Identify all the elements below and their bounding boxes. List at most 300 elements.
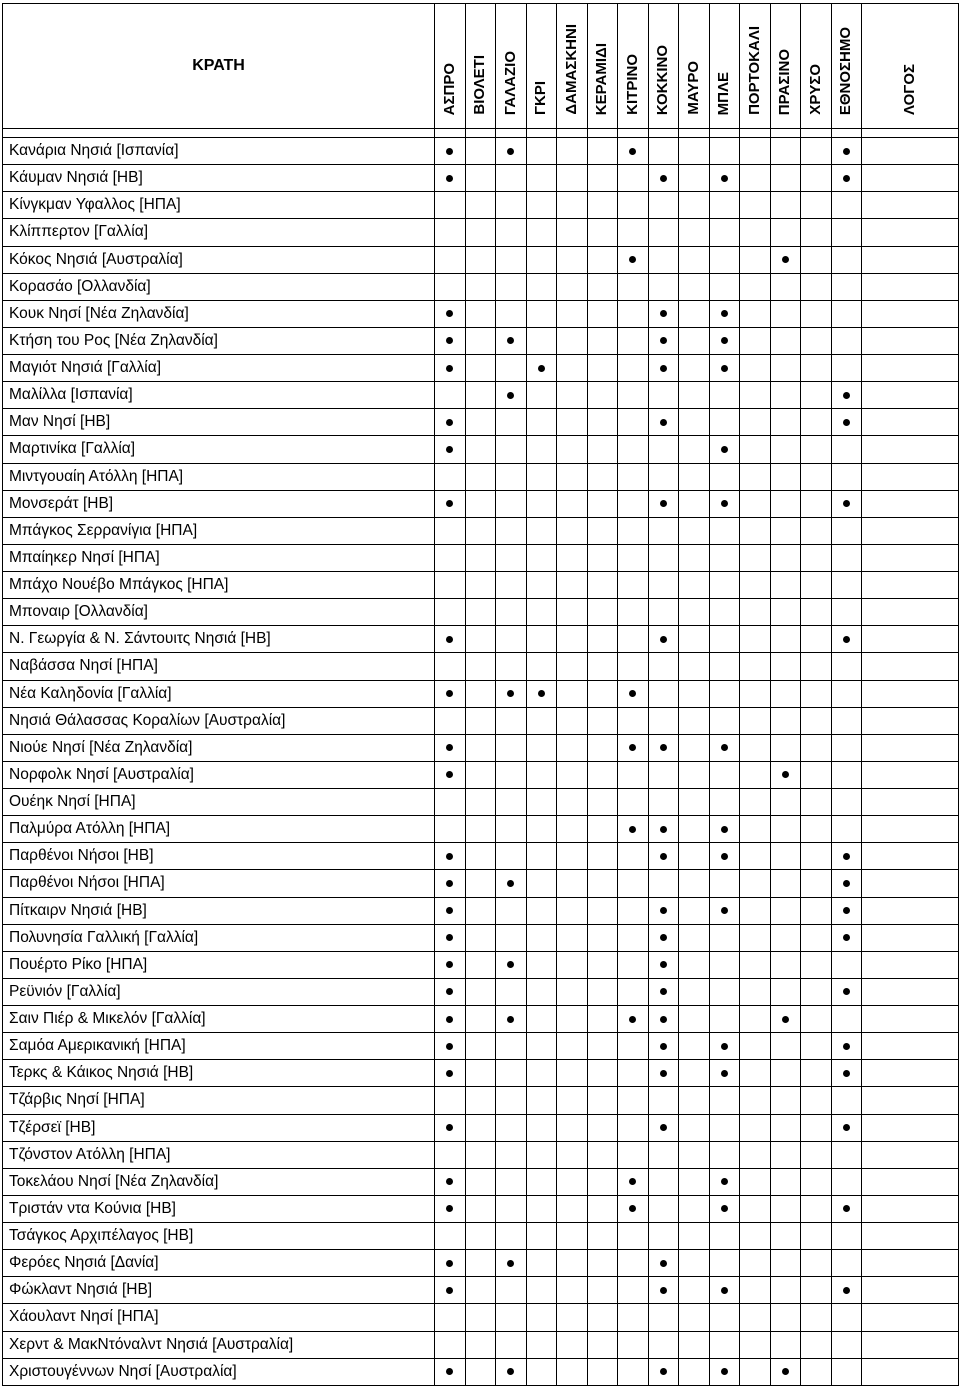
table-row bbox=[3, 1304, 959, 1331]
dot-marker-icon bbox=[446, 1260, 453, 1267]
mark-cell-light-blue bbox=[496, 1250, 527, 1277]
state-name: Παρθένοι Νήσοι [ΗΠΑ] bbox=[3, 870, 435, 897]
dot-marker-icon bbox=[843, 853, 850, 860]
mark-cell-brick bbox=[587, 978, 618, 1005]
table-row bbox=[3, 1087, 959, 1114]
dot-marker-icon bbox=[660, 853, 667, 860]
mark-cell-white bbox=[435, 1168, 466, 1195]
mark-cell-black bbox=[679, 1277, 710, 1304]
mark-cell-black bbox=[679, 1168, 710, 1195]
mark-cell-white bbox=[435, 816, 466, 843]
mark-cell-orange bbox=[740, 924, 771, 951]
mark-cell-orange bbox=[740, 463, 771, 490]
mark-cell-orange bbox=[740, 897, 771, 924]
state-name: Φερόες Νησιά [Δανία] bbox=[3, 1250, 435, 1277]
mark-cell-green bbox=[770, 192, 801, 219]
dot-marker-icon bbox=[660, 744, 667, 751]
mark-cell-light-blue bbox=[496, 355, 527, 382]
mark-cell-black bbox=[679, 572, 710, 599]
mark-cell-gold bbox=[801, 300, 832, 327]
mark-cell-light-blue bbox=[496, 463, 527, 490]
mark-cell-red bbox=[648, 897, 679, 924]
mark-cell-blue bbox=[709, 761, 740, 788]
mark-cell-plum bbox=[557, 734, 588, 761]
mark-cell-red bbox=[648, 978, 679, 1005]
mark-cell-gold bbox=[801, 897, 832, 924]
table-row bbox=[3, 300, 959, 327]
mark-cell-gold bbox=[801, 734, 832, 761]
mark-cell-brick bbox=[587, 382, 618, 409]
table-row bbox=[3, 870, 959, 897]
state-name: Παλμύρα Ατόλλη [ΗΠΑ] bbox=[3, 816, 435, 843]
mark-cell-violet bbox=[465, 870, 496, 897]
mark-cell-orange bbox=[740, 1304, 771, 1331]
dot-marker-icon bbox=[660, 1260, 667, 1267]
mark-cell-black bbox=[679, 355, 710, 382]
mark-cell-violet bbox=[465, 951, 496, 978]
mark-cell-light-blue bbox=[496, 1223, 527, 1250]
mark-cell-orange bbox=[740, 1033, 771, 1060]
mark-cell-black bbox=[679, 1304, 710, 1331]
dot-marker-icon bbox=[721, 907, 728, 914]
separator-cell bbox=[587, 129, 618, 138]
mark-cell-light-blue bbox=[496, 924, 527, 951]
mark-cell-orange bbox=[740, 327, 771, 354]
mark-cell-brick bbox=[587, 165, 618, 192]
dot-marker-icon bbox=[629, 826, 636, 833]
separator-cell bbox=[3, 129, 435, 138]
table-row bbox=[3, 978, 959, 1005]
mark-cell-light-blue bbox=[496, 1304, 527, 1331]
dot-marker-icon bbox=[660, 907, 667, 914]
mark-cell-black bbox=[679, 382, 710, 409]
mark-cell-gold bbox=[801, 761, 832, 788]
mark-cell-gold bbox=[801, 165, 832, 192]
state-name: Κίνγκμαν Υφαλλος [ΗΠΑ] bbox=[3, 192, 435, 219]
mark-cell-black bbox=[679, 599, 710, 626]
column-header-plum bbox=[557, 4, 588, 129]
mark-cell-grey bbox=[526, 300, 557, 327]
mark-cell-black bbox=[679, 246, 710, 273]
mark-cell-brick bbox=[587, 951, 618, 978]
mark-cell-gold bbox=[801, 572, 832, 599]
mark-cell-light-blue bbox=[496, 978, 527, 1005]
mark-cell-red bbox=[648, 1168, 679, 1195]
mark-cell-light-blue bbox=[496, 734, 527, 761]
mark-cell-emblem bbox=[831, 761, 862, 788]
mark-cell-red bbox=[648, 1304, 679, 1331]
mark-cell-green bbox=[770, 707, 801, 734]
mark-cell-plum bbox=[557, 1006, 588, 1033]
mark-cell-brick bbox=[587, 761, 618, 788]
mark-cell-orange bbox=[740, 219, 771, 246]
mark-cell-light-blue bbox=[496, 1331, 527, 1358]
mark-cell-black bbox=[679, 843, 710, 870]
mark-cell-orange bbox=[740, 1277, 771, 1304]
mark-cell-red bbox=[648, 572, 679, 599]
state-name: Τζόνστον Ατόλλη [ΗΠΑ] bbox=[3, 1141, 435, 1168]
mark-cell-violet bbox=[465, 897, 496, 924]
mark-cell-white bbox=[435, 870, 466, 897]
dot-marker-icon bbox=[446, 934, 453, 941]
mark-cell-white bbox=[435, 409, 466, 436]
mark-cell-violet bbox=[465, 599, 496, 626]
mark-cell-green bbox=[770, 409, 801, 436]
mark-cell-light-blue bbox=[496, 626, 527, 653]
mark-cell-orange bbox=[740, 761, 771, 788]
mark-cell-black bbox=[679, 1114, 710, 1141]
mark-cell-green bbox=[770, 1277, 801, 1304]
mark-cell-gold bbox=[801, 1033, 832, 1060]
mark-cell-plum bbox=[557, 1223, 588, 1250]
mark-cell-plum bbox=[557, 1141, 588, 1168]
mark-cell-violet bbox=[465, 355, 496, 382]
mark-cell-green bbox=[770, 1141, 801, 1168]
mark-cell-motto bbox=[862, 626, 959, 653]
mark-cell-emblem bbox=[831, 1195, 862, 1222]
mark-cell-plum bbox=[557, 653, 588, 680]
mark-cell-yellow bbox=[618, 246, 649, 273]
mark-cell-grey bbox=[526, 897, 557, 924]
dot-marker-icon bbox=[721, 853, 728, 860]
mark-cell-light-blue bbox=[496, 653, 527, 680]
mark-cell-orange bbox=[740, 1087, 771, 1114]
mark-cell-violet bbox=[465, 1060, 496, 1087]
mark-cell-white bbox=[435, 246, 466, 273]
mark-cell-blue bbox=[709, 1033, 740, 1060]
mark-cell-light-blue bbox=[496, 490, 527, 517]
dot-marker-icon bbox=[721, 1205, 728, 1212]
state-name: Νιούε Νησί [Νέα Ζηλανδία] bbox=[3, 734, 435, 761]
dot-marker-icon bbox=[660, 961, 667, 968]
mark-cell-gold bbox=[801, 1087, 832, 1114]
mark-cell-motto bbox=[862, 599, 959, 626]
dot-marker-icon bbox=[446, 771, 453, 778]
dot-marker-icon bbox=[660, 1287, 667, 1294]
mark-cell-gold bbox=[801, 626, 832, 653]
mark-cell-brick bbox=[587, 246, 618, 273]
mark-cell-black bbox=[679, 1250, 710, 1277]
mark-cell-violet bbox=[465, 1223, 496, 1250]
dot-marker-icon bbox=[446, 1287, 453, 1294]
mark-cell-motto bbox=[862, 165, 959, 192]
mark-cell-brick bbox=[587, 1195, 618, 1222]
mark-cell-red bbox=[648, 816, 679, 843]
mark-cell-black bbox=[679, 544, 710, 571]
mark-cell-grey bbox=[526, 870, 557, 897]
mark-cell-emblem bbox=[831, 1060, 862, 1087]
mark-cell-blue bbox=[709, 1087, 740, 1114]
mark-cell-violet bbox=[465, 734, 496, 761]
mark-cell-blue bbox=[709, 409, 740, 436]
mark-cell-yellow bbox=[618, 490, 649, 517]
mark-cell-grey bbox=[526, 409, 557, 436]
column-label: ΚΙΤΡΙΝΟ bbox=[623, 54, 641, 115]
mark-cell-red bbox=[648, 1331, 679, 1358]
mark-cell-blue bbox=[709, 192, 740, 219]
column-label: ΛΟΓΟΣ bbox=[901, 64, 918, 115]
mark-cell-green bbox=[770, 219, 801, 246]
mark-cell-brick bbox=[587, 1168, 618, 1195]
mark-cell-black bbox=[679, 1358, 710, 1385]
mark-cell-motto bbox=[862, 1358, 959, 1385]
mark-cell-green bbox=[770, 897, 801, 924]
mark-cell-red bbox=[648, 436, 679, 463]
mark-cell-white bbox=[435, 544, 466, 571]
mark-cell-yellow bbox=[618, 327, 649, 354]
mark-cell-orange bbox=[740, 300, 771, 327]
state-name: Μαγιότ Νησιά [Γαλλία] bbox=[3, 355, 435, 382]
table-row bbox=[3, 1060, 959, 1087]
column-header-orange bbox=[740, 4, 771, 129]
mark-cell-white bbox=[435, 1114, 466, 1141]
state-name: Κλίππερτον [Γαλλία] bbox=[3, 219, 435, 246]
mark-cell-plum bbox=[557, 192, 588, 219]
mark-cell-plum bbox=[557, 463, 588, 490]
mark-cell-gold bbox=[801, 843, 832, 870]
mark-cell-emblem bbox=[831, 1250, 862, 1277]
mark-cell-white bbox=[435, 1087, 466, 1114]
mark-cell-black bbox=[679, 653, 710, 680]
mark-cell-orange bbox=[740, 870, 771, 897]
mark-cell-gold bbox=[801, 544, 832, 571]
dot-marker-icon bbox=[446, 1205, 453, 1212]
mark-cell-grey bbox=[526, 572, 557, 599]
mark-cell-grey bbox=[526, 951, 557, 978]
mark-cell-yellow bbox=[618, 1250, 649, 1277]
mark-cell-emblem bbox=[831, 300, 862, 327]
mark-cell-red bbox=[648, 924, 679, 951]
mark-cell-blue bbox=[709, 1006, 740, 1033]
dot-marker-icon bbox=[507, 1368, 514, 1375]
mark-cell-grey bbox=[526, 1304, 557, 1331]
table-body bbox=[3, 129, 959, 1386]
column-header-yellow bbox=[618, 4, 649, 129]
mark-cell-emblem bbox=[831, 572, 862, 599]
mark-cell-emblem bbox=[831, 1006, 862, 1033]
dot-marker-icon bbox=[446, 961, 453, 968]
mark-cell-motto bbox=[862, 192, 959, 219]
dot-marker-icon bbox=[721, 1070, 728, 1077]
mark-cell-yellow bbox=[618, 1006, 649, 1033]
mark-cell-plum bbox=[557, 1304, 588, 1331]
mark-cell-green bbox=[770, 138, 801, 165]
mark-cell-black bbox=[679, 300, 710, 327]
mark-cell-yellow bbox=[618, 707, 649, 734]
mark-cell-plum bbox=[557, 978, 588, 1005]
mark-cell-brick bbox=[587, 1358, 618, 1385]
mark-cell-yellow bbox=[618, 1358, 649, 1385]
dot-marker-icon bbox=[660, 1124, 667, 1131]
mark-cell-violet bbox=[465, 1195, 496, 1222]
mark-cell-plum bbox=[557, 1087, 588, 1114]
mark-cell-violet bbox=[465, 517, 496, 544]
mark-cell-green bbox=[770, 599, 801, 626]
mark-cell-white bbox=[435, 761, 466, 788]
mark-cell-blue bbox=[709, 924, 740, 951]
mark-cell-gold bbox=[801, 1141, 832, 1168]
mark-cell-yellow bbox=[618, 1060, 649, 1087]
mark-cell-white bbox=[435, 680, 466, 707]
table-row bbox=[3, 789, 959, 816]
mark-cell-green bbox=[770, 626, 801, 653]
header-row bbox=[3, 4, 959, 129]
mark-cell-green bbox=[770, 382, 801, 409]
column-header-gold bbox=[801, 4, 832, 129]
table-row bbox=[3, 816, 959, 843]
dot-marker-icon bbox=[660, 1368, 667, 1375]
mark-cell-grey bbox=[526, 734, 557, 761]
mark-cell-brick bbox=[587, 1114, 618, 1141]
mark-cell-yellow bbox=[618, 192, 649, 219]
mark-cell-orange bbox=[740, 1114, 771, 1141]
state-name: Τοκελάου Νησί [Νέα Ζηλανδία] bbox=[3, 1168, 435, 1195]
mark-cell-red bbox=[648, 409, 679, 436]
mark-cell-brick bbox=[587, 517, 618, 544]
mark-cell-white bbox=[435, 382, 466, 409]
dot-marker-icon bbox=[446, 310, 453, 317]
mark-cell-emblem bbox=[831, 1331, 862, 1358]
mark-cell-emblem bbox=[831, 707, 862, 734]
mark-cell-red bbox=[648, 626, 679, 653]
mark-cell-motto bbox=[862, 1277, 959, 1304]
separator-cell bbox=[465, 129, 496, 138]
mark-cell-violet bbox=[465, 436, 496, 463]
mark-cell-gold bbox=[801, 327, 832, 354]
mark-cell-yellow bbox=[618, 653, 649, 680]
mark-cell-black bbox=[679, 761, 710, 788]
state-name: Μπάχο Νουέβο Μπάγκος [ΗΠΑ] bbox=[3, 572, 435, 599]
mark-cell-light-blue bbox=[496, 300, 527, 327]
table-row bbox=[3, 1250, 959, 1277]
dot-marker-icon bbox=[629, 690, 636, 697]
mark-cell-light-blue bbox=[496, 680, 527, 707]
mark-cell-light-blue bbox=[496, 789, 527, 816]
state-name: Σαιν Πιέρ & Μικελόν [Γαλλία] bbox=[3, 1006, 435, 1033]
dot-marker-icon bbox=[446, 853, 453, 860]
dot-marker-icon bbox=[721, 826, 728, 833]
state-name: Πουέρτο Ρίκο [ΗΠΑ] bbox=[3, 951, 435, 978]
dot-marker-icon bbox=[843, 880, 850, 887]
mark-cell-plum bbox=[557, 707, 588, 734]
mark-cell-green bbox=[770, 165, 801, 192]
mark-cell-grey bbox=[526, 246, 557, 273]
mark-cell-emblem bbox=[831, 1358, 862, 1385]
mark-cell-violet bbox=[465, 1006, 496, 1033]
mark-cell-light-blue bbox=[496, 138, 527, 165]
mark-cell-yellow bbox=[618, 924, 649, 951]
mark-cell-orange bbox=[740, 192, 771, 219]
mark-cell-blue bbox=[709, 1358, 740, 1385]
dot-marker-icon bbox=[721, 365, 728, 372]
mark-cell-blue bbox=[709, 355, 740, 382]
mark-cell-green bbox=[770, 1331, 801, 1358]
mark-cell-blue bbox=[709, 1114, 740, 1141]
dot-marker-icon bbox=[507, 1016, 514, 1023]
mark-cell-red bbox=[648, 1358, 679, 1385]
mark-cell-brick bbox=[587, 897, 618, 924]
mark-cell-gold bbox=[801, 707, 832, 734]
mark-cell-blue bbox=[709, 707, 740, 734]
table-row bbox=[3, 246, 959, 273]
mark-cell-brick bbox=[587, 1006, 618, 1033]
mark-cell-violet bbox=[465, 924, 496, 951]
mark-cell-yellow bbox=[618, 978, 649, 1005]
mark-cell-brick bbox=[587, 463, 618, 490]
mark-cell-white bbox=[435, 978, 466, 1005]
mark-cell-green bbox=[770, 1006, 801, 1033]
dot-marker-icon bbox=[660, 826, 667, 833]
mark-cell-plum bbox=[557, 572, 588, 599]
mark-cell-emblem bbox=[831, 680, 862, 707]
mark-cell-blue bbox=[709, 1223, 740, 1250]
mark-cell-red bbox=[648, 599, 679, 626]
mark-cell-plum bbox=[557, 490, 588, 517]
mark-cell-gold bbox=[801, 924, 832, 951]
mark-cell-black bbox=[679, 680, 710, 707]
mark-cell-orange bbox=[740, 1250, 771, 1277]
mark-cell-light-blue bbox=[496, 951, 527, 978]
mark-cell-light-blue bbox=[496, 165, 527, 192]
mark-cell-blue bbox=[709, 626, 740, 653]
mark-cell-motto bbox=[862, 382, 959, 409]
mark-cell-motto bbox=[862, 1195, 959, 1222]
mark-cell-black bbox=[679, 219, 710, 246]
mark-cell-motto bbox=[862, 761, 959, 788]
mark-cell-white bbox=[435, 355, 466, 382]
mark-cell-light-blue bbox=[496, 1168, 527, 1195]
mark-cell-grey bbox=[526, 1006, 557, 1033]
mark-cell-blue bbox=[709, 1141, 740, 1168]
dot-marker-icon bbox=[446, 1124, 453, 1131]
mark-cell-black bbox=[679, 436, 710, 463]
mark-cell-motto bbox=[862, 490, 959, 517]
mark-cell-white bbox=[435, 653, 466, 680]
mark-cell-yellow bbox=[618, 436, 649, 463]
mark-cell-grey bbox=[526, 355, 557, 382]
dot-marker-icon bbox=[660, 934, 667, 941]
state-name: Νέα Καληδονία [Γαλλία] bbox=[3, 680, 435, 707]
mark-cell-yellow bbox=[618, 1114, 649, 1141]
mark-cell-white bbox=[435, 517, 466, 544]
mark-cell-grey bbox=[526, 436, 557, 463]
dot-marker-icon bbox=[446, 636, 453, 643]
mark-cell-green bbox=[770, 1087, 801, 1114]
dot-marker-icon bbox=[507, 690, 514, 697]
mark-cell-black bbox=[679, 273, 710, 300]
mark-cell-white bbox=[435, 327, 466, 354]
dot-marker-icon bbox=[446, 446, 453, 453]
mark-cell-orange bbox=[740, 1168, 771, 1195]
flag-colors-table bbox=[2, 3, 959, 1386]
column-label: ΓΑΛΑΖΙΟ bbox=[501, 50, 519, 115]
mark-cell-brick bbox=[587, 300, 618, 327]
mark-cell-violet bbox=[465, 1114, 496, 1141]
state-name: Μονσεράτ [ΗΒ] bbox=[3, 490, 435, 517]
state-name: Τζάρβις Νησί [ΗΠΑ] bbox=[3, 1087, 435, 1114]
mark-cell-light-blue bbox=[496, 1060, 527, 1087]
mark-cell-gold bbox=[801, 409, 832, 436]
dot-marker-icon bbox=[843, 419, 850, 426]
dot-marker-icon bbox=[660, 310, 667, 317]
mark-cell-yellow bbox=[618, 1331, 649, 1358]
mark-cell-grey bbox=[526, 192, 557, 219]
mark-cell-black bbox=[679, 463, 710, 490]
table-row bbox=[3, 219, 959, 246]
mark-cell-plum bbox=[557, 1114, 588, 1141]
separator-cell bbox=[709, 129, 740, 138]
table-row bbox=[3, 707, 959, 734]
